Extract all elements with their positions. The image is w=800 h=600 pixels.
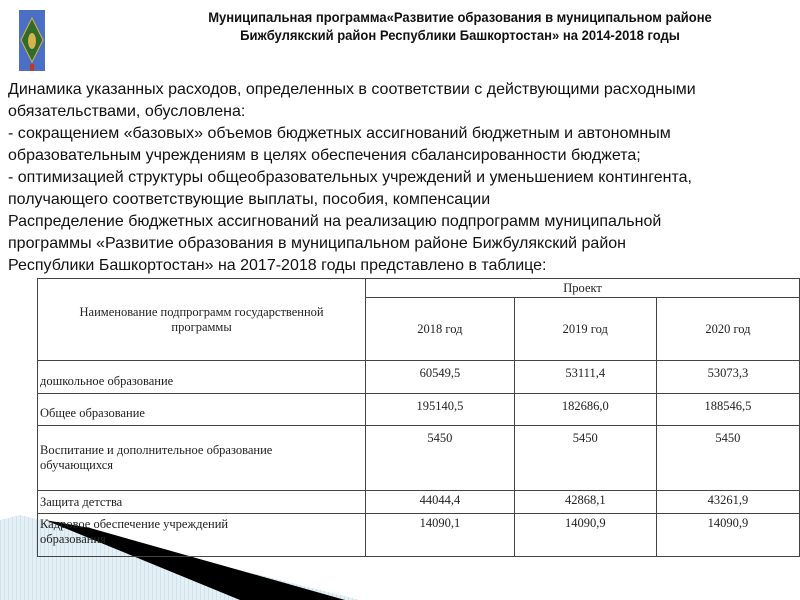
table-row [38,426,800,491]
cell-value: 60549,5 [366,361,514,394]
cell-value: 43261,9 [656,491,799,514]
text-line: Распределение бюджетных ассигнований на реализацию подпрограмм муниципальной [8,213,662,230]
cell-value: 188546,5 [656,394,799,426]
table-row [38,361,800,394]
table-row [38,514,800,557]
text-line: - сокращением «базовых» объемов бюджетных ассигнований бюджетным и автономным [8,125,671,142]
cell-value: 182686,0 [514,394,656,426]
text-line: - оптимизацией структуры общеобразовательных учреждений и уменьшением контингента, [8,169,692,186]
row-name: дошкольное образование [38,361,366,394]
body-text [8,79,798,277]
header-year: 2019 год [514,298,656,361]
cell-value: 14090,9 [514,514,656,557]
text-line: образовательным учреждениям в целях обеспечения сбалансированности бюджета; [8,147,641,164]
cell-value: 5450 [656,426,799,491]
cell-value: 14090,1 [366,514,514,557]
row-name: Общее образование [38,394,366,426]
cell-value: 53073,3 [656,361,799,394]
cell-value: 5450 [366,426,514,491]
table-header-row [38,279,800,298]
text-line: программы «Развитие образования в муниципальном районе Бижбулякский район [8,235,626,252]
header-year: 2020 год [656,298,799,361]
cell-value: 14090,9 [656,514,799,557]
text-line: обязательствами, обусловлена: [8,103,246,120]
text-line: Республики Башкортостан» на 2017-2018 годы представлено в таблице: [8,257,547,274]
cell-value: 195140,5 [366,394,514,426]
table-row [38,491,800,514]
coat-of-arms-logo [19,10,45,71]
header-subprogram-name: Наименование подпрограмм государственной программы [38,279,366,361]
cell-value: 42868,1 [514,491,656,514]
slide-title [172,8,749,44]
row-name: Защита детства [38,491,366,514]
cell-value: 5450 [514,426,656,491]
cell-value: 53111,4 [514,361,656,394]
text-line: Динамика указанных расходов, определенных в соответствии с действующими расходными [8,81,696,98]
budget-table [37,278,800,557]
row-name: Воспитание и дополнительное образование обучающихся [38,426,366,491]
title-line: Бижбулякский район Республики Башкортостан» на 2014-2018 годы [240,27,680,43]
title-line: Муниципальная программа«Развитие образования в муниципальном районе [208,9,712,25]
row-name: Кадровое обеспечение учреждений образования [38,514,366,557]
text-line: получающего соответствующие выплаты, пособия, компенсации [8,191,491,208]
table-row [38,394,800,426]
header-project: Проект [366,279,800,298]
cell-value: 44044,4 [366,491,514,514]
header-year: 2018 год [366,298,514,361]
